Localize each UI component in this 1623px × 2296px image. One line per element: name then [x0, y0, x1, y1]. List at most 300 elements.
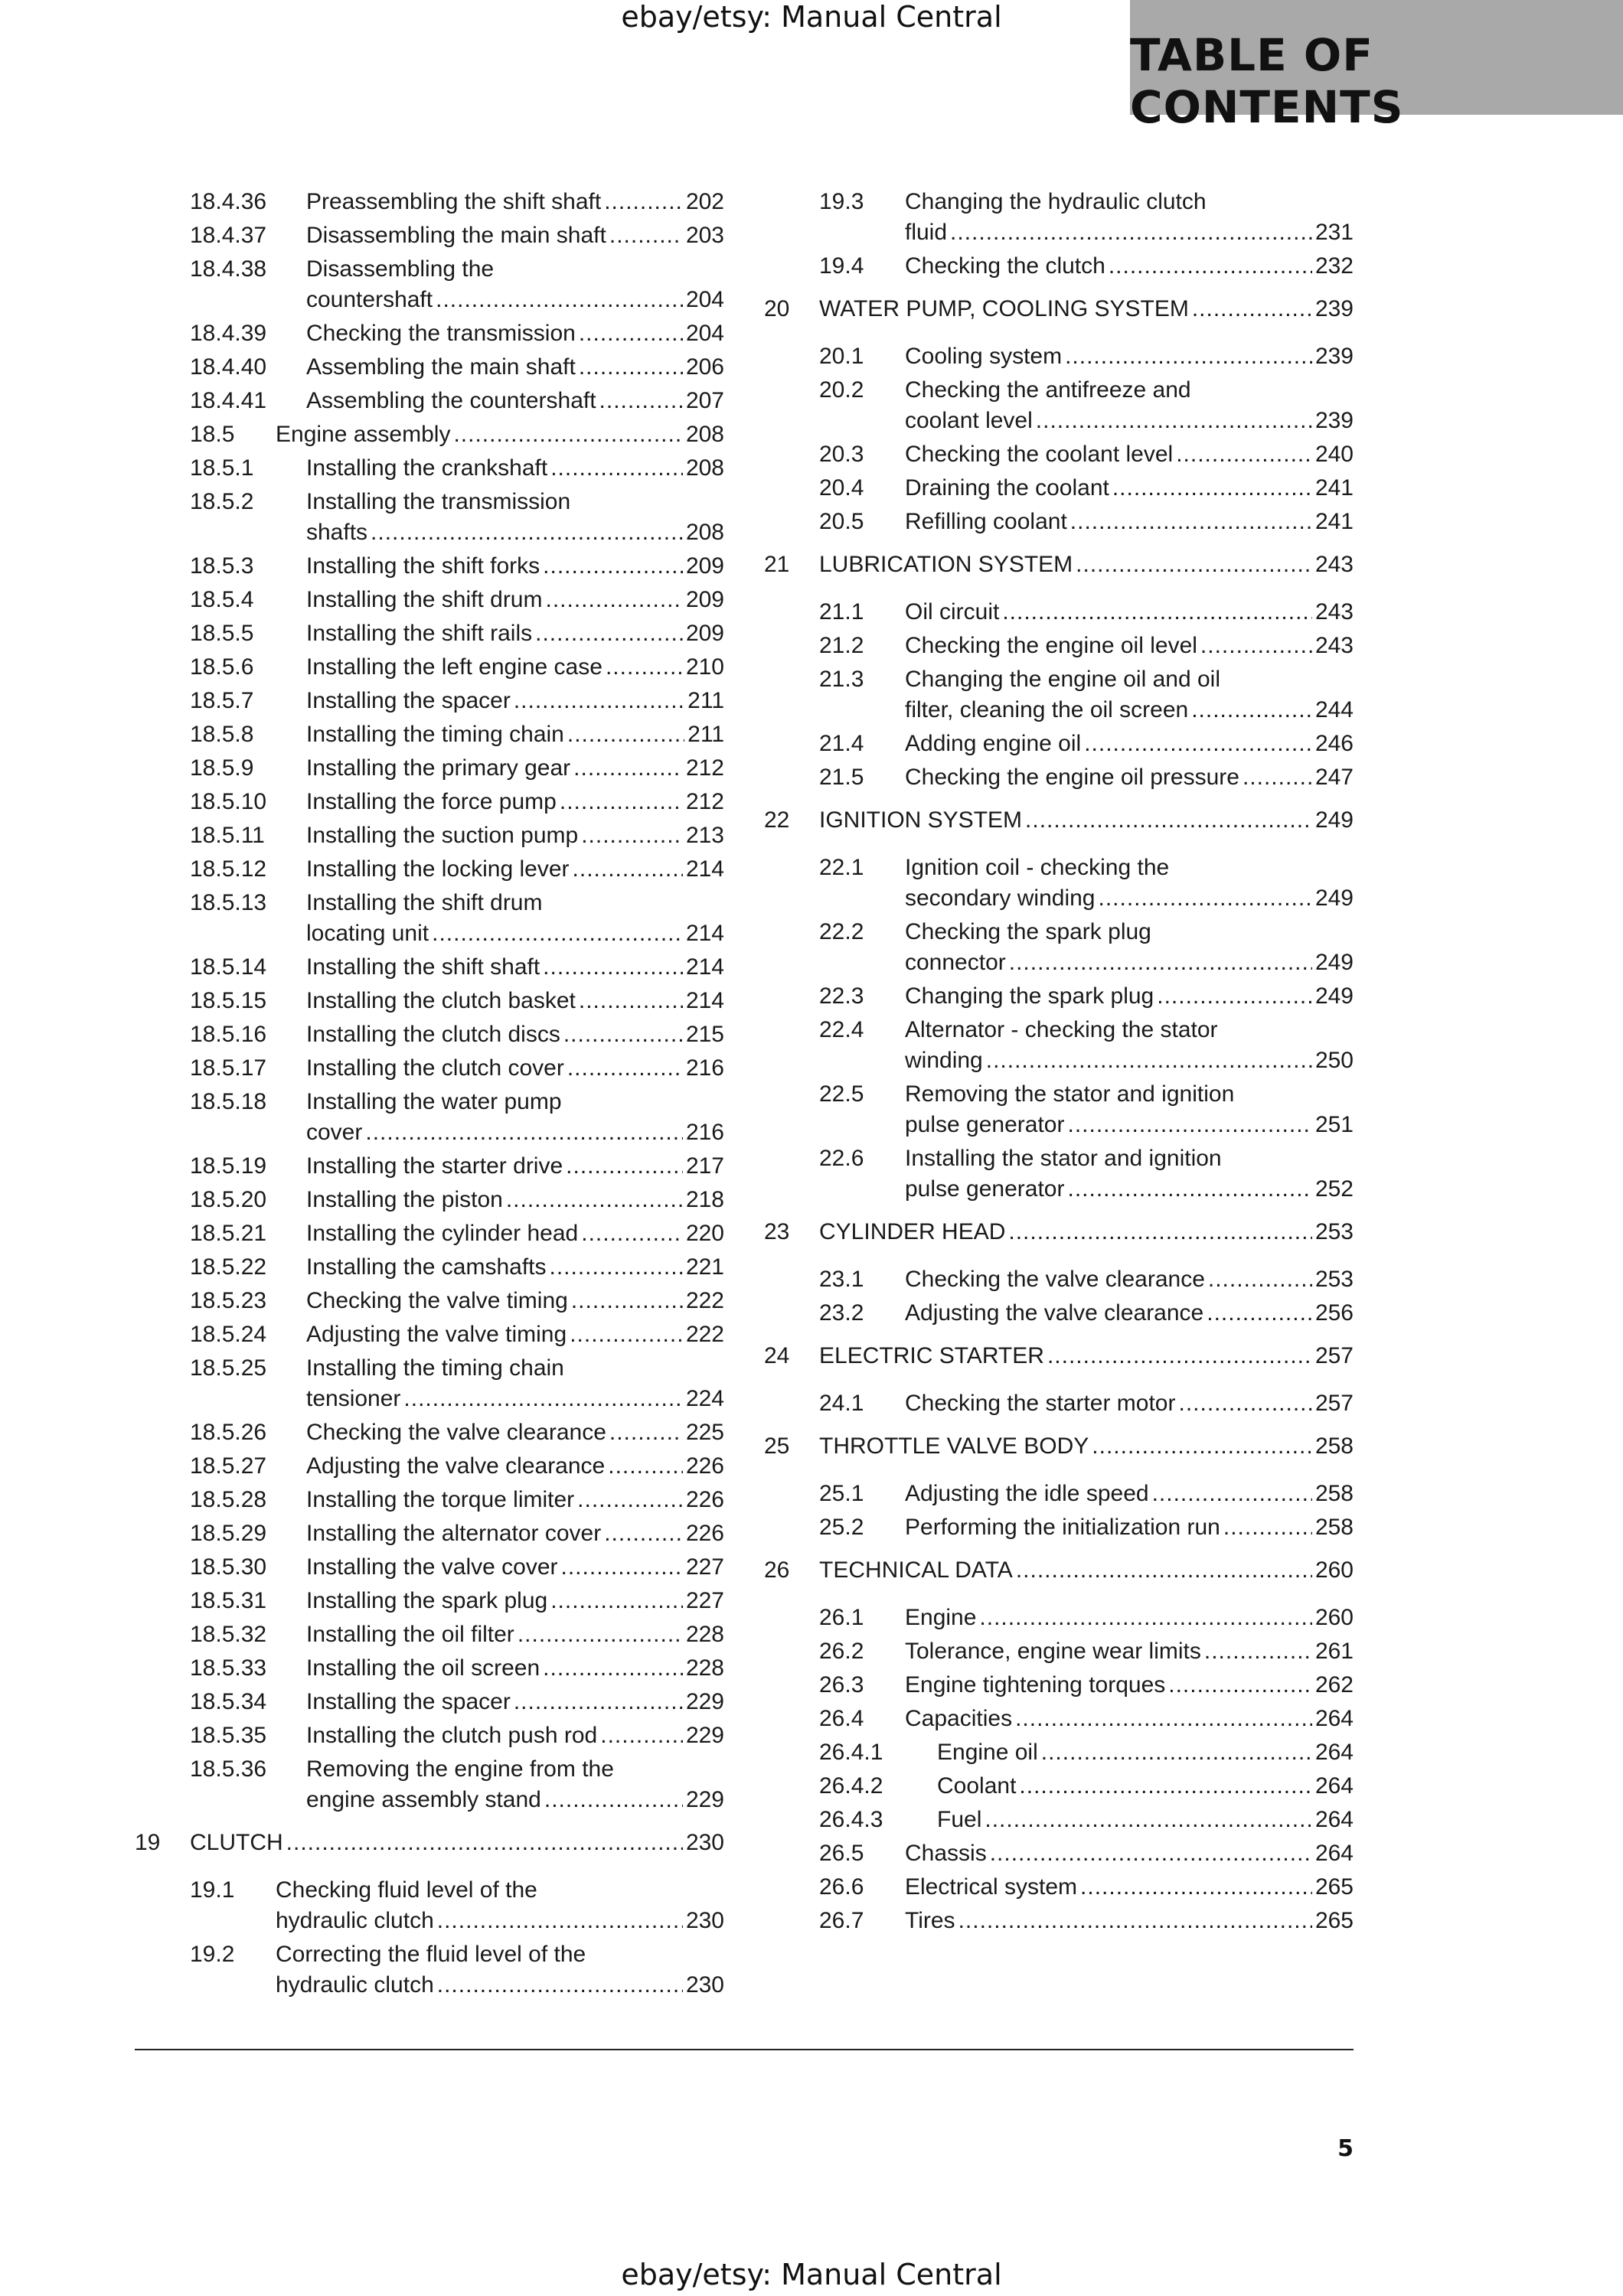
- toc-entry-page: 226: [685, 1487, 724, 1512]
- toc-entry-number: 26.1: [819, 1605, 864, 1630]
- dot-leader: [1109, 251, 1312, 282]
- toc-entry-page: 207: [685, 388, 724, 413]
- toc-entry-number: 22.1: [819, 855, 864, 880]
- toc-entry[interactable]: [135, 986, 724, 1016]
- toc-entry-page: 226: [685, 1453, 724, 1479]
- toc-entry[interactable]: [764, 473, 1354, 504]
- toc-entry[interactable]: [764, 1264, 1354, 1295]
- toc-entry-title: THROTTLE VALVE BODY: [819, 1433, 1089, 1459]
- dot-leader: [1008, 1217, 1312, 1247]
- toc-entry-title: Chassis: [905, 1841, 987, 1866]
- toc-entry-title: Checking the starter motor: [905, 1391, 1176, 1416]
- toc-entry-page: 264: [1314, 1841, 1354, 1866]
- toc-entry[interactable]: [135, 652, 724, 683]
- toc-entry[interactable]: [135, 1754, 724, 1815]
- toc-entry[interactable]: [764, 917, 1354, 978]
- toc-entry-page: 227: [685, 1588, 724, 1613]
- toc-entry-number: 18.5.13: [190, 890, 267, 915]
- toc-entry-page: 246: [1314, 731, 1354, 756]
- toc-entry-title: Refilling coolant: [905, 509, 1067, 534]
- toc-entry-title: Adding engine oil: [905, 731, 1082, 756]
- dot-leader: [570, 1319, 683, 1350]
- dot-leader: [543, 551, 683, 582]
- toc-entry[interactable]: [135, 386, 724, 416]
- toc-entry[interactable]: [764, 1872, 1354, 1903]
- toc-entry[interactable]: [764, 1838, 1354, 1869]
- toc-entry-page: 225: [685, 1420, 724, 1445]
- dot-leader: [1002, 597, 1312, 628]
- toc-entry[interactable]: [764, 550, 1354, 580]
- toc-entry-number: 18.5.27: [190, 1453, 267, 1479]
- toc-entry[interactable]: [135, 1053, 724, 1084]
- toc-entry-page: 249: [1314, 885, 1354, 911]
- toc-entry-page: 229: [685, 1787, 724, 1812]
- toc-entry-title: Installing the transmission: [306, 489, 571, 514]
- toc-entry[interactable]: [764, 251, 1354, 282]
- dot-leader: [1070, 507, 1312, 537]
- toc-entry[interactable]: [764, 1805, 1354, 1835]
- toc-entry-number: 26.4.2: [819, 1773, 883, 1799]
- dot-leader: [550, 453, 683, 484]
- toc-entry-number: 18.4.41: [190, 388, 267, 413]
- toc-entry-title: Installing the piston: [306, 1187, 503, 1212]
- toc-entry-title: Installing the oil screen: [306, 1655, 540, 1681]
- dot-leader: [1200, 631, 1312, 661]
- toc-entry-number: 19: [135, 1830, 161, 1855]
- toc-entry-number: 18.5.5: [190, 621, 254, 646]
- dot-leader: [1065, 341, 1312, 372]
- dot-leader: [979, 1603, 1312, 1633]
- toc-entry-page: 212: [685, 755, 724, 781]
- toc-entry-title: Engine assembly: [276, 422, 451, 447]
- toc-entry[interactable]: [135, 419, 724, 450]
- toc-entry-title: Changing the engine oil and oil: [905, 667, 1220, 692]
- toc-entry-title: Adjusting the valve clearance: [306, 1453, 606, 1479]
- toc-entry[interactable]: [764, 1479, 1354, 1509]
- toc-entry[interactable]: [135, 1687, 724, 1717]
- toc-entry-page: 230: [685, 1830, 724, 1855]
- toc-entry[interactable]: [135, 1417, 724, 1448]
- toc-entry-title: CYLINDER HEAD: [819, 1219, 1006, 1244]
- toc-entry-title: Engine: [905, 1605, 977, 1630]
- toc-entry-page: 252: [1314, 1176, 1354, 1202]
- dot-leader: [514, 686, 684, 716]
- toc-entry-number: 21.5: [819, 765, 864, 790]
- toc-entry-page: 253: [1314, 1267, 1354, 1292]
- toc-entry-page: 216: [685, 1055, 724, 1081]
- toc-entry[interactable]: [135, 585, 724, 615]
- toc-entry-page: 258: [1314, 1515, 1354, 1540]
- toc-entry-page: 239: [1314, 408, 1354, 433]
- toc-entry-title: Assembling the countershaft: [306, 388, 596, 413]
- dot-leader: [1207, 1298, 1312, 1329]
- toc-entry[interactable]: [764, 294, 1354, 325]
- toc-entry[interactable]: [135, 618, 724, 649]
- toc-entry-number: 26.7: [819, 1908, 864, 1933]
- dot-leader: [432, 918, 683, 949]
- toc-entry-title: Installing the spacer: [306, 688, 511, 713]
- toc-entry-title: Electrical system: [905, 1874, 1078, 1900]
- toc-entry[interactable]: [135, 1485, 724, 1515]
- toc-entry[interactable]: [135, 952, 724, 983]
- toc-entry-page: 249: [1314, 983, 1354, 1009]
- dot-leader: [1015, 1704, 1312, 1734]
- toc-entry[interactable]: [135, 1019, 724, 1050]
- toc-entry-page: 258: [1314, 1481, 1354, 1506]
- toc-entry-title: Preassembling the shift shaft: [306, 189, 602, 214]
- toc-entry-page: 243: [1314, 599, 1354, 625]
- toc-entry-page: 229: [685, 1723, 724, 1748]
- dot-leader: [403, 1384, 683, 1414]
- toc-entry[interactable]: [764, 1217, 1354, 1247]
- toc-entry-title: Engine tightening torques: [905, 1672, 1166, 1698]
- toc-entry-page: 265: [1314, 1874, 1354, 1900]
- toc-entry[interactable]: [764, 664, 1354, 726]
- dot-leader: [1191, 695, 1312, 726]
- toc-entry[interactable]: [764, 375, 1354, 436]
- toc-entry[interactable]: [135, 487, 724, 548]
- toc-entry-page: 261: [1314, 1639, 1354, 1664]
- toc-entry[interactable]: [135, 686, 724, 716]
- toc-entry-title: Installing the torque limiter: [306, 1487, 575, 1512]
- toc-entry[interactable]: [764, 1143, 1354, 1205]
- toc-entry-title: Oil circuit: [905, 599, 1000, 625]
- toc-entry-page: 208: [685, 520, 724, 545]
- toc-entry-page: 239: [1314, 344, 1354, 369]
- dot-leader: [1076, 550, 1312, 580]
- toc-entry[interactable]: [764, 805, 1354, 836]
- toc-entry-number: 18.5.23: [190, 1288, 267, 1313]
- toc-entry-number: 18.5.7: [190, 688, 254, 713]
- toc-entry-page: 229: [685, 1689, 724, 1714]
- toc-entry-title: engine assembly stand: [306, 1787, 541, 1812]
- toc-entry-number: 18.5.32: [190, 1622, 267, 1647]
- toc-entry-page: 264: [1314, 1740, 1354, 1765]
- toc-entry-title: Installing the force pump: [306, 789, 557, 814]
- toc-entry-page: 202: [685, 189, 724, 214]
- toc-entry-number: 22.6: [819, 1146, 864, 1171]
- toc-entry[interactable]: [764, 341, 1354, 372]
- toc-entry-page: 204: [685, 321, 724, 346]
- toc-entry-page: 247: [1314, 765, 1354, 790]
- toc-entry-title: Removing the engine from the: [306, 1756, 614, 1782]
- dot-leader: [1178, 1388, 1311, 1419]
- toc-entry-title: Installing the clutch cover: [306, 1055, 564, 1081]
- toc-entry[interactable]: [135, 753, 724, 784]
- toc-entry-number: 18.5.1: [190, 455, 254, 481]
- toc-entry[interactable]: [135, 1218, 724, 1249]
- toc-entry-number: 18.5.20: [190, 1187, 267, 1212]
- toc-entry[interactable]: [135, 453, 724, 484]
- toc-entry[interactable]: [764, 1670, 1354, 1701]
- toc-entry-title: Capacities: [905, 1706, 1013, 1731]
- toc-entry-page: 244: [1314, 697, 1354, 722]
- dot-leader: [579, 986, 683, 1016]
- toc-entry[interactable]: [135, 1151, 724, 1182]
- toc-entry-page: 231: [1314, 220, 1354, 245]
- dot-leader: [1223, 1512, 1312, 1543]
- toc-entry-title: shafts: [306, 520, 368, 545]
- page-number: 5: [1337, 2135, 1354, 2162]
- toc-entry-number: 18.5.8: [190, 722, 254, 747]
- toc-entry[interactable]: [135, 854, 724, 885]
- toc-entry-page: 209: [685, 587, 724, 612]
- toc-entry-number: 18.5.16: [190, 1022, 267, 1047]
- toc-entry-title: Installing the shift drum: [306, 587, 543, 612]
- toc-entry-title: Tolerance, engine wear limits: [905, 1639, 1201, 1664]
- toc-entry-number: 21.3: [819, 667, 864, 692]
- toc-entry-page: 204: [685, 287, 724, 312]
- toc-entry-title: Checking the antifreeze and: [905, 377, 1191, 403]
- toc-entry-number: 26.5: [819, 1841, 864, 1866]
- toc-entry[interactable]: [764, 1555, 1354, 1586]
- toc-entry[interactable]: [764, 1603, 1354, 1633]
- toc-entry-page: 210: [685, 654, 724, 680]
- toc-entry[interactable]: [135, 1518, 724, 1549]
- toc-entry-title: Installing the shift shaft: [306, 954, 540, 980]
- toc-entry[interactable]: [135, 1939, 724, 2001]
- toc-entry-title: Changing the hydraulic clutch: [905, 189, 1207, 214]
- toc-entry-page: 211: [687, 688, 724, 713]
- dot-leader: [1009, 947, 1312, 978]
- toc-entry[interactable]: [135, 1828, 724, 1858]
- toc-entry-title: Installing the timing chain: [306, 722, 564, 747]
- toc-entry-title: Disassembling the: [306, 256, 495, 282]
- toc-entry[interactable]: [764, 1906, 1354, 1936]
- toc-entry[interactable]: [764, 187, 1354, 248]
- toc-entry-title: Installing the spacer: [306, 1689, 511, 1714]
- toc-entry-title: Checking the engine oil pressure: [905, 765, 1239, 790]
- toc-entry-title: Checking the valve clearance: [905, 1267, 1205, 1292]
- dot-leader: [600, 1720, 683, 1751]
- toc-entry-number: 20.4: [819, 475, 864, 501]
- dot-leader: [561, 1552, 683, 1583]
- toc-entry[interactable]: [135, 220, 724, 251]
- toc-entry-number: 18.5.36: [190, 1756, 267, 1782]
- toc-entry-number: 18.5.9: [190, 755, 254, 781]
- toc-entry-page: 243: [1314, 633, 1354, 658]
- toc-entry-title: Checking the valve clearance: [306, 1420, 606, 1445]
- toc-entry-number: 26: [764, 1557, 790, 1583]
- toc-entry-page: 260: [1314, 1605, 1354, 1630]
- toc-entry[interactable]: [135, 1319, 724, 1350]
- toc-entry-number: 20.5: [819, 509, 864, 534]
- toc-entry-number: 23.2: [819, 1300, 864, 1326]
- toc-entry[interactable]: [135, 1353, 724, 1414]
- watermark-top: ebay/etsy: Manual Central: [621, 0, 1002, 34]
- toc-entry[interactable]: [135, 254, 724, 315]
- toc-entry-title: Adjusting the idle speed: [905, 1481, 1149, 1506]
- dot-leader: [608, 1451, 683, 1482]
- toc-entry-title: Installing the shift rails: [306, 621, 533, 646]
- toc-entry-page: 227: [685, 1554, 724, 1580]
- toc-entry[interactable]: [764, 439, 1354, 470]
- dot-leader: [1019, 1771, 1312, 1802]
- dot-leader: [571, 1286, 683, 1316]
- toc-entry-page: 230: [685, 1972, 724, 1998]
- toc-entry[interactable]: [135, 1619, 724, 1650]
- toc-entry-title: Installing the primary gear: [306, 755, 571, 781]
- toc-entry-title: Alternator - checking the stator: [905, 1017, 1218, 1042]
- dot-leader: [560, 787, 683, 817]
- dot-leader: [1157, 981, 1312, 1012]
- dot-leader: [543, 952, 683, 983]
- toc-entry[interactable]: [135, 187, 724, 217]
- toc-entry-number: 18.5.15: [190, 988, 267, 1013]
- toc-entry-page: 216: [685, 1120, 724, 1145]
- toc-entry-number: 21: [764, 552, 790, 577]
- footer-divider: [135, 2049, 1354, 2050]
- toc-entry[interactable]: [764, 1388, 1354, 1419]
- dot-leader: [1204, 1636, 1312, 1667]
- dot-leader: [1192, 294, 1312, 325]
- toc-entry-number: 18.5.3: [190, 553, 254, 579]
- toc-entry-number: 18.4.36: [190, 189, 267, 214]
- toc-entry-number: 18.5.19: [190, 1153, 267, 1179]
- dot-leader: [550, 1586, 683, 1616]
- toc-entry-number: 23.1: [819, 1267, 864, 1292]
- toc-entry-number: 18.5.17: [190, 1055, 267, 1081]
- dot-leader: [437, 1906, 683, 1936]
- dot-leader: [1084, 729, 1312, 759]
- toc-entry-number: 26.6: [819, 1874, 864, 1900]
- toc-entry-page: 218: [685, 1187, 724, 1212]
- toc-entry-title: Installing the alternator cover: [306, 1521, 602, 1546]
- toc-entry[interactable]: [135, 1087, 724, 1148]
- toc-entry[interactable]: [764, 853, 1354, 914]
- toc-entry[interactable]: [764, 1737, 1354, 1768]
- toc-entry[interactable]: [135, 1720, 724, 1751]
- dot-leader: [1243, 762, 1312, 793]
- toc-entry[interactable]: [135, 787, 724, 817]
- toc-entry-title: Removing the stator and ignition: [905, 1081, 1235, 1107]
- toc-entry-title: Installing the left engine case: [306, 654, 603, 680]
- toc-entry-page: 232: [1314, 253, 1354, 279]
- toc-entry-title: Installing the clutch discs: [306, 1022, 560, 1047]
- dot-leader: [606, 652, 683, 683]
- toc-entry-number: 22.4: [819, 1017, 864, 1042]
- toc-entry-number: 25.2: [819, 1515, 864, 1540]
- toc-entry[interactable]: [764, 762, 1354, 793]
- toc-entry-title: Changing the spark plug: [905, 983, 1154, 1009]
- toc-entry[interactable]: [764, 507, 1354, 537]
- dot-leader: [550, 1252, 683, 1283]
- toc-entry-number: 20: [764, 296, 790, 321]
- dot-leader: [958, 1906, 1312, 1936]
- toc-entry-number: 18.5.26: [190, 1420, 267, 1445]
- toc-entry[interactable]: [764, 981, 1354, 1012]
- dot-leader: [985, 1805, 1312, 1835]
- toc-entry-page: 243: [1314, 552, 1354, 577]
- dot-leader: [609, 1417, 683, 1448]
- toc-entry[interactable]: [764, 597, 1354, 628]
- toc-entry-number: 18.4.40: [190, 354, 267, 380]
- toc-entry[interactable]: [764, 1512, 1354, 1543]
- toc-entry[interactable]: [135, 1252, 724, 1283]
- dot-leader: [579, 352, 683, 383]
- toc-entry-page: 256: [1314, 1300, 1354, 1326]
- toc-entry-number: 18.5.6: [190, 654, 254, 680]
- dot-leader: [1025, 805, 1312, 836]
- toc-entry-title: LUBRICATION SYSTEM: [819, 552, 1073, 577]
- dot-leader: [573, 753, 683, 784]
- toc-entry-title: Installing the spark plug: [306, 1588, 548, 1613]
- toc-entry[interactable]: [135, 1586, 724, 1616]
- dot-leader: [437, 1970, 683, 2001]
- toc-entry-page: 265: [1314, 1908, 1354, 1933]
- toc-entry[interactable]: [764, 1431, 1354, 1462]
- toc-entry-title: Adjusting the valve timing: [306, 1322, 567, 1347]
- toc-entry[interactable]: [764, 631, 1354, 661]
- toc-entry-page: 203: [685, 223, 724, 248]
- toc-entry-number: 26.4: [819, 1706, 864, 1731]
- toc-entry-title: pulse generator: [905, 1176, 1065, 1202]
- dot-leader: [1047, 1341, 1312, 1371]
- toc-entry-title: Coolant: [937, 1773, 1017, 1799]
- toc-entry-number: 18.5: [190, 422, 235, 447]
- toc-entry-number: 19.2: [190, 1942, 235, 1967]
- toc-entry[interactable]: [764, 1079, 1354, 1140]
- toc-entry-page: 251: [1314, 1112, 1354, 1137]
- dot-leader: [567, 719, 684, 750]
- toc-entry[interactable]: [135, 352, 724, 383]
- toc-entry-page: 257: [1314, 1391, 1354, 1416]
- toc-entry-title: Disassembling the main shaft: [306, 223, 606, 248]
- toc-entry[interactable]: [764, 1015, 1354, 1076]
- toc-entry[interactable]: [764, 1636, 1354, 1667]
- toc-entry[interactable]: [135, 318, 724, 349]
- toc-entry-title: Installing the suction pump: [306, 823, 579, 848]
- toc-entry[interactable]: [135, 1185, 724, 1215]
- toc-entry-title: tensioner: [306, 1386, 401, 1411]
- toc-entry[interactable]: [764, 1341, 1354, 1371]
- toc-entry[interactable]: [135, 1653, 724, 1684]
- toc-entry[interactable]: [764, 1771, 1354, 1802]
- toc-entry-page: 228: [685, 1655, 724, 1681]
- toc-entry[interactable]: [764, 1298, 1354, 1329]
- toc-entry-number: 18.5.31: [190, 1588, 267, 1613]
- toc-entry[interactable]: [135, 820, 724, 851]
- toc-entry[interactable]: [135, 1552, 724, 1583]
- toc-entry[interactable]: [135, 551, 724, 582]
- toc-entry-page: 220: [685, 1221, 724, 1246]
- toc-entry-number: 22.2: [819, 919, 864, 944]
- toc-entry-number: 22: [764, 807, 790, 833]
- toc-entry[interactable]: [764, 1704, 1354, 1734]
- toc-entry-page: 249: [1314, 950, 1354, 975]
- dot-leader: [371, 517, 683, 548]
- dot-leader: [514, 1687, 683, 1717]
- dot-leader: [604, 187, 683, 217]
- toc-entry-title: Correcting the fluid level of the: [276, 1942, 586, 1967]
- toc-entry[interactable]: [135, 888, 724, 949]
- toc-entry-page: 239: [1314, 296, 1354, 321]
- toc-entry-page: 264: [1314, 1706, 1354, 1731]
- toc-entry-page: 208: [685, 455, 724, 481]
- toc-entry[interactable]: [764, 729, 1354, 759]
- toc-entry-number: 18.5.25: [190, 1355, 267, 1381]
- toc-entry[interactable]: [135, 1451, 724, 1482]
- toc-entry-title: fluid: [905, 220, 948, 245]
- dot-leader: [286, 1828, 683, 1858]
- toc-entry-title: Draining the coolant: [905, 475, 1109, 501]
- dot-leader: [1176, 439, 1312, 470]
- toc-entry[interactable]: [135, 1286, 724, 1316]
- toc-entry[interactable]: [135, 1875, 724, 1936]
- toc-entry-title: Checking the coolant level: [905, 442, 1174, 467]
- toc-entry-title: Installing the valve cover: [306, 1554, 558, 1580]
- toc-entry[interactable]: [135, 719, 724, 750]
